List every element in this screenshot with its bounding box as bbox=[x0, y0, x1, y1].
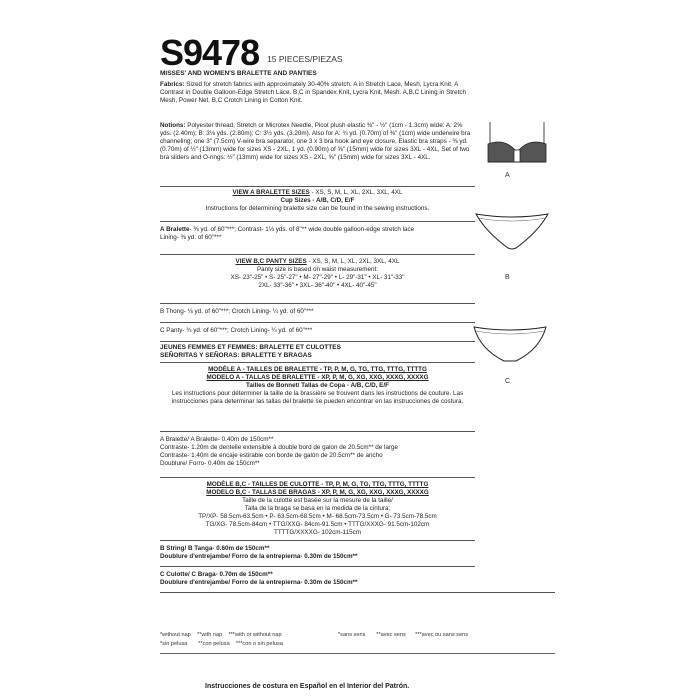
modele-bc-sizes bbox=[160, 481, 475, 537]
yardage-c: C Panty- ¾ yd. of 60"***; Crotch Lining- ¼ yd. of 60"*** bbox=[160, 327, 313, 334]
thong-waistband bbox=[478, 218, 546, 221]
view-bc-sizes bbox=[160, 258, 475, 290]
notions-text: Polyester thread, Stretch or Microtex Needle, Picot plush elastic ⅜" - ½" (1cm - 1.3cm) wide: A: 2⅝ yds. (2.40m); B: 3⅛ yds. (2.80m); C: 3½ yds. (3.20m). Also for A: ¾ yd. (0.70m) of ⅜" (1cm) wide underwire bra channeling; one 3" (7.5cm) V-wire bra separator, one 3 x 3 bra hook and eye closure, Elastic bra straps - ⅜ yd. (0.70m) of ½" (13mm) wide for sizes XS - 2XL, 1 yd. (0.90m) of ⅝" (15mm) wide for sizes 3XL - 4XL, Set of two bra sliders and O-rings: ½" (13mm) wide for sizes XS - 2XL, ⅝" (15mm) wide for sizes 3XL - 4XL. bbox=[160, 122, 471, 161]
divider bbox=[160, 303, 475, 304]
modele-a-es: MODELO A - TALLAS DE BRALETTE - XP, P, M, G, XG, XXG, XXXG, XXXXG bbox=[206, 374, 429, 381]
figure-label-a: A bbox=[505, 172, 510, 179]
modele-bc-row2: TG/XG- 78.5cm-84cm • TTG/XXG- 84cm-91.5cm • TTTG/XXXG- 91.5cm-102cm bbox=[205, 521, 430, 528]
modele-a-instructions: Les instructions pour déterminer la taille de la brassière se trouvent dans les instructions de couture. Las instrucciones para determinar las tallas del bralette se pueden encontrar en las instrucciones de costura. bbox=[171, 390, 464, 405]
modele-a-cup: Tailles de Bonnet/ Tallas de Copa - A/B, C/D, E/F bbox=[246, 382, 389, 389]
yardage-b: B Thong- ⅛ yd. of 60"***; Crotch Lining- ¼ yd. of 60"*** bbox=[160, 308, 314, 315]
fn-with-or-without: ***with or without nap bbox=[228, 632, 282, 638]
modele-a-fr: MODÈLE A - TAILLES DE BRALETTE - TP, P, M, G, TG, TTG, TTTG, TTTTG bbox=[208, 366, 427, 373]
divider bbox=[160, 431, 475, 432]
thong-illustration bbox=[472, 210, 552, 255]
modele-bc-row3: TTTTG/XXXXG- 102cm-115cm bbox=[273, 529, 361, 536]
divider bbox=[160, 362, 475, 363]
view-a-instructions: Instructions for determining bralette size can be found in the sewing instructions. bbox=[205, 205, 430, 212]
metric-a-line2: Contraste- 1.20m de dentelle extensible à double bord de galon de 20.5cm** de large bbox=[160, 444, 399, 451]
fn-sans-sens: *sans sens bbox=[338, 632, 366, 638]
view-bc-basis: Panty size is based on waist measurement: bbox=[256, 266, 379, 273]
metric-b bbox=[160, 545, 475, 561]
metric-b-line1: B String/ B Tanga- 0.60m de 150cm** bbox=[160, 545, 270, 552]
divider bbox=[160, 221, 475, 222]
metric-a bbox=[160, 436, 475, 468]
yardage-a-text: - ⅜ yd. of 60"***; Contrast- 1⅓ yds. of 8"** wide double galloon-edge stretch lace bbox=[189, 226, 415, 233]
view-bc-sizes-list: - XS, S, M, L, XL, 2XL, 3XL, 4XL bbox=[306, 258, 400, 265]
footnote-fr bbox=[338, 632, 468, 638]
divider bbox=[160, 477, 475, 478]
french-title: JEUNES FEMMES ET FEMMES: BRALETTE ET CULOTTES bbox=[160, 344, 341, 351]
metric-a-line3: Contraste- 1.40m de encaje estirable con borde de galón de 20.5cm** de ancho bbox=[160, 452, 383, 459]
footer-rule bbox=[160, 653, 555, 654]
notions-section bbox=[160, 122, 475, 162]
figure-label-c: C bbox=[505, 378, 511, 385]
spanish-instructions-note: Instrucciones de costura en Español en el Interior del Patrón. bbox=[205, 683, 410, 690]
fabrics-label: Fabrics: bbox=[160, 81, 185, 88]
fn-without-nap: *without nap bbox=[160, 632, 191, 638]
yardage-a-label: A Bralette bbox=[160, 226, 190, 233]
fn-sin-pelusa: *sin pelusa bbox=[160, 641, 188, 647]
fn-avec-ou-sans: ***avec ou sans sens bbox=[415, 632, 469, 638]
divider bbox=[160, 592, 555, 593]
panty-waistband bbox=[476, 331, 544, 334]
divider bbox=[160, 322, 475, 323]
divider bbox=[160, 566, 475, 567]
bra-separator bbox=[514, 150, 520, 162]
metric-c-line2: Doublure d'entrejambe/ Forro de la entrepierna- 0.30m de 150cm** bbox=[160, 579, 358, 586]
metric-b-line2: Doublure d'entrejambe/ Forro de la entrepierna- 0.30m de 150cm** bbox=[160, 553, 358, 560]
panty-illustration bbox=[470, 323, 550, 368]
piece-count: 15 PIECES/PIEZAS bbox=[267, 54, 343, 64]
yardage-a bbox=[160, 226, 475, 242]
fabrics-section bbox=[160, 81, 475, 105]
fn-con-pelusa: **con pelusa bbox=[198, 641, 230, 647]
cup-sizes: Cup Sizes - A/B, C/D, E/F bbox=[280, 197, 355, 204]
fabrics-text: Sized for stretch fabrics with approximately 30-40% stretch. A in Stretch Lace, Mesh, Lycra Knit. A Contrast in Double Galloon-Edge Stretch Lace. B,C in Spandex Knit, Lycra Knit, Mesh. A,B,C Lining in Stretch Mesh, Power Net. B,C Crotch Lining in Cotton Knit. bbox=[160, 81, 467, 104]
fn-with-nap: **with nap bbox=[197, 632, 223, 638]
footnote-es bbox=[160, 641, 283, 647]
spanish-title: SEÑORITAS Y SEÑORAS: BRALETTE Y BRAGAS bbox=[160, 352, 312, 359]
divider bbox=[160, 341, 475, 342]
pattern-number: S9478 bbox=[160, 32, 260, 73]
modele-bc-basis-fr: Taille de la culotte est basée sur la mesure de la taille/ bbox=[242, 497, 393, 504]
view-bc-row2: 2XL- 33"-36" • 3XL- 36"-40" • 4XL- 40"-45" bbox=[258, 282, 377, 289]
view-bc-heading: VIEW B,C PANTY SIZES bbox=[235, 258, 307, 265]
modele-bc-fr: MODÈLE B,C - TAILLES DE CULOTTE - TP, P, M, G, TG, TTG, TTTG, TTTTG bbox=[206, 481, 429, 488]
pattern-title: MISSES' AND WOMEN'S BRALETTE AND PANTIES bbox=[160, 70, 317, 77]
bralette-illustration bbox=[482, 120, 552, 170]
modele-bc-row1: TP/XP- 58.5cm-63.5cm • P- 63.5cm-68.5cm • M- 68.5cm-73.5cm • G- 73.5cm-78.5cm bbox=[198, 513, 437, 520]
metric-a-line4: Doublure/ Forro- 0.40m de 150cm** bbox=[160, 460, 260, 467]
view-a-sizes-list: - XS, S, M, L, XL, 2XL, 3XL, 4XL bbox=[309, 189, 403, 196]
metric-a-line1: A Bralette/ A Bralette- 0.40m de 150cm** bbox=[160, 436, 274, 443]
view-a-sizes bbox=[160, 189, 475, 213]
view-a-heading: VIEW A BRALETTE SIZES bbox=[232, 189, 310, 196]
metric-c-line1: C Culotte/ C Braga- 0.70m de 150cm** bbox=[160, 571, 273, 578]
modele-bc-basis-es: Talla de la braga se basa en la medida de la cintura: bbox=[244, 505, 391, 512]
pattern-header bbox=[160, 32, 260, 73]
divider bbox=[160, 540, 475, 541]
notions-label: Notions: bbox=[160, 122, 186, 129]
view-bc-row1: XS- 23"-25" • S- 25"-27" • M- 27"-29" • L- 29"-31" • XL- 31"-33" bbox=[230, 274, 405, 281]
footnote-en bbox=[160, 632, 282, 638]
modele-a-sizes bbox=[160, 366, 475, 406]
figure-label-b: B bbox=[505, 274, 510, 281]
fn-avec-sens: **avec sens bbox=[376, 632, 406, 638]
modele-bc-es: MODELO B,C - TALLAS DE BRAGAS - XP, P, M, G, XG, XXG, XXXG, XXXXG bbox=[206, 489, 429, 496]
divider bbox=[160, 186, 475, 187]
yardage-a-lining: Lining- ⅜ yd. of 60"*** bbox=[160, 234, 222, 241]
metric-c bbox=[160, 571, 475, 587]
fn-con-o-sin: ***con o sin pelusa bbox=[235, 641, 283, 647]
divider bbox=[160, 254, 475, 255]
